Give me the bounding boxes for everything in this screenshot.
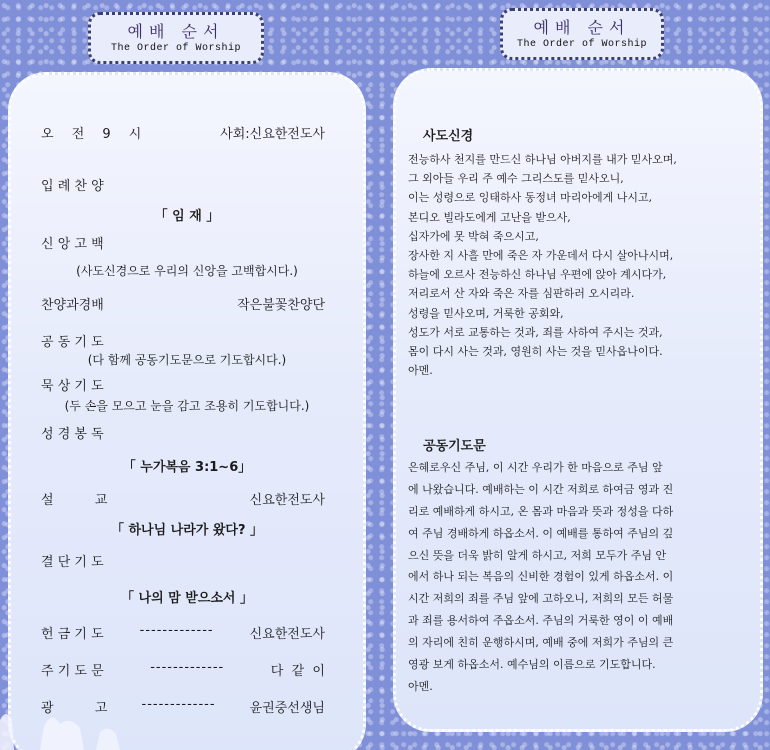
creed-line: 몸이 다시 사는 것과, 영원히 사는 것을 믿사옵나이다. [408,344,663,358]
announcements-by: 윤권중선생님 [249,701,325,716]
silent-prayer-note: (두 손을 모으고 눈을 감고 조용히 기도합니다.) [64,399,310,413]
right-title-korean: 예배 순서 [533,18,631,37]
service-time: 오 전 9 시 [41,127,149,142]
sermon-preacher: 신요한전도사 [249,493,325,508]
silent-prayer-row [41,375,325,394]
prayer-line: 과 죄를 용서하여 주옵소서. 주님의 거룩한 영이 이 예배 [408,614,674,628]
lords-prayer-row [41,660,325,679]
offering-dashes: ------------- [139,623,214,638]
confession-row [41,233,325,252]
creed-line: 전능하사 천지를 만드신 하나님 아버지를 내가 믿사오며, [408,153,677,166]
praise-label: 찬양과경배 [41,298,104,313]
scripture-row [41,423,325,442]
opening-hymn-title: 「 임 재 」 [154,209,220,224]
common-prayer-label: 공 동 기 도 [41,335,104,350]
offering-prayer-label: 헌 금 기 도 [41,627,104,642]
creed-line: 성령을 믿사오며, 거룩한 공회와, [408,306,564,320]
left-title-english: The Order of Worship [110,43,242,54]
lords-prayer-dashes: ------------- [150,660,225,675]
creed-line: 본디오 빌라도에게 고난을 받으사, [408,210,571,224]
left-title-korean: 예배 순서 [127,22,225,41]
sermon-row [41,489,325,508]
creed-line: 그 외아들 우리 주 예수 그리스도를 믿사오니, [408,172,624,186]
prayer-line: 의 자리에 친히 운행하시며, 예배 중에 저희가 주님의 큰 [408,636,674,650]
scripture-reference: 「 누가복음 3:1∼6」 [122,460,252,475]
decision-prayer-label: 결 단 기 도 [41,555,104,570]
creed-line: 아멘. [408,364,433,378]
confession-note: (사도신경으로 우리의 신앙을 고백합시다.) [76,264,298,278]
right-title-english: The Order of Worship [516,39,648,50]
creed-line: 십자가에 못 박혀 죽으시고, [408,229,539,243]
creed-line: 저리로서 산 자와 죽은 자를 심판하러 오시리라. [408,287,635,301]
prayer-line: 은혜로우신 주님, 이 시간 우리가 한 마음으로 주님 앞 [408,461,663,474]
lords-prayer-label: 주 기 도 문 [41,664,104,679]
creed-title: 사도신경 [423,129,474,144]
announcements-label: 광 고 [41,701,108,716]
scripture-label: 성 경 봉 독 [41,427,104,442]
order-of-worship-panel [8,72,366,750]
prayer-line: 에 나왔습니다. 예배하는 이 시간 저희로 하여금 영과 진 [408,482,674,496]
announcements-dashes: ------------- [141,697,216,712]
time-row [41,123,325,142]
offering-prayer-row [41,623,325,642]
prayer-line: 영광 보게 하옵소서. 예수님의 이름으로 기도합니다. [408,658,656,672]
prayer-line: 여 주님 경배하게 하옵소서. 이 예배를 통하여 주님의 깊 [408,526,674,540]
common-prayer-text [408,459,750,700]
right-title-box [500,8,664,60]
common-prayer-title: 공동기도문 [423,439,486,454]
silent-prayer-label: 묵 상 기 도 [41,379,104,394]
creed-line: 장사한 지 사흘 만에 죽은 자 가운데서 다시 살아나시며, [408,248,674,262]
lords-prayer-by: 다 같 이 [270,664,325,679]
prayer-line: 리로 예배하게 하시고, 온 몸과 마음과 뜻과 정성을 다하 [408,504,674,518]
prayer-line: 으신 뜻을 더욱 밝히 알게 하시고, 저희 모두가 주님 안 [408,548,667,562]
prayer-line: 아멘. [408,679,433,693]
sermon-label: 설 교 [41,493,108,508]
praise-leader: 작은불꽃찬양단 [237,298,325,313]
creed-and-prayer-panel [393,68,763,732]
creed-line: 성도가 서로 교통하는 것과, 죄를 사하여 주시는 것과, [408,325,663,339]
praise-row [41,294,325,313]
common-prayer-note: (다 함께 공동기도문으로 기도합시다.) [87,353,287,367]
sermon-title: 「 하나님 나라가 왔다? 」 [110,523,264,538]
creed-text [408,151,750,381]
creed-line: 이는 성령으로 잉태하사 동정녀 마리아에게 나시고, [408,191,653,205]
prayer-line: 에서 하나 되는 복음의 신비한 경험이 있게 하옵소서. 이 [408,570,674,584]
confession-label: 신 앙 고 백 [41,237,104,252]
offering-prayer-by: 신요한전도사 [249,627,325,642]
decision-song-title: 「 나의 맘 받으소서 」 [120,591,253,606]
creed-line: 하늘에 오르사 전능하신 하나님 우편에 앉아 계시다가, [408,268,667,282]
left-title-box [88,12,264,64]
common-prayer-row [41,331,325,350]
decision-prayer-row [41,551,325,570]
nativity-silhouette-decoration [0,680,140,750]
prayer-line: 시간 저희의 죄를 주님 앞에 고하오니, 저희의 모든 허물 [408,592,674,606]
presider: 사회:신요한전도사 [220,127,325,142]
opening-hymn-label: 입 례 찬 양 [41,179,104,194]
opening-hymn-row [41,175,325,194]
